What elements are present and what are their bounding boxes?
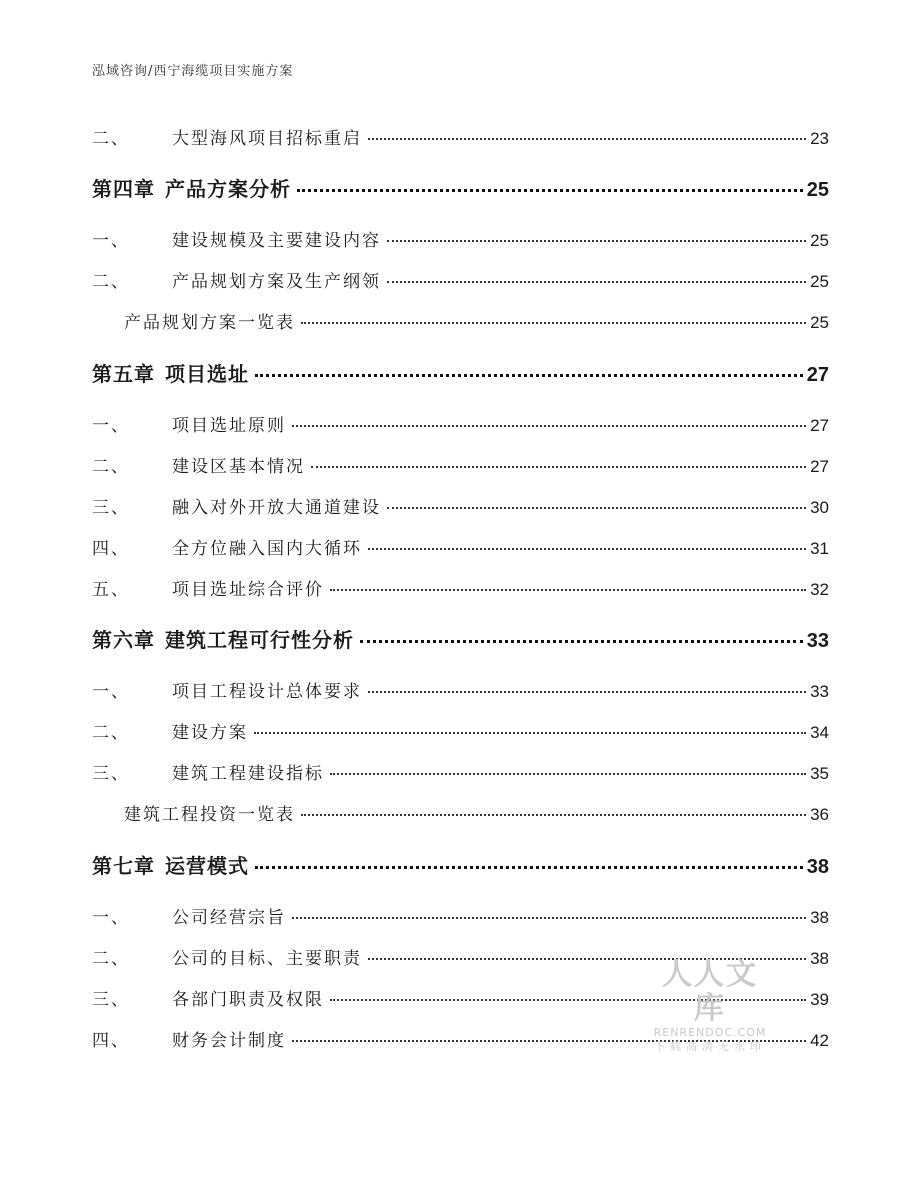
dot-leader	[311, 466, 806, 468]
toc-entry-page: 39	[810, 990, 829, 1009]
toc-entry-title: 项目选址综合评价	[172, 580, 324, 600]
toc-chapter-5[interactable]	[92, 358, 829, 387]
dot-leader	[292, 425, 806, 427]
toc-entry-s12[interactable]	[92, 759, 829, 784]
toc-chapter-page: 25	[806, 179, 829, 201]
toc-chapter-title: 运营模式	[165, 854, 249, 878]
toc-entry-page: 42	[810, 1031, 829, 1050]
toc-entry-title: 建设方案	[172, 723, 248, 743]
watermark-url: RENRENDOC.COM	[653, 1026, 767, 1039]
toc-entry-page: 25	[810, 231, 829, 250]
toc-entry-prefix: 二、	[92, 723, 130, 743]
toc-chapter-page: 38	[806, 856, 829, 878]
toc-entry-prefix: 三、	[92, 498, 130, 518]
toc-entry-title: 各部门职责及权限	[172, 990, 324, 1010]
toc-entry-page: 27	[810, 457, 829, 476]
dot-leader	[368, 691, 806, 693]
toc-chapter-page: 33	[806, 630, 829, 652]
toc-chapter-title: 建筑工程可行性分析	[165, 628, 354, 652]
dot-leader	[301, 322, 806, 324]
toc-entry-prefix: 一、	[92, 416, 130, 436]
dot-leader	[368, 138, 806, 140]
toc-entry-page: 31	[810, 539, 829, 558]
toc-chapter-prefix: 第七章	[92, 854, 155, 878]
dot-leader	[330, 589, 806, 591]
watermark-tagline: 下载高清无水印	[654, 1040, 766, 1053]
toc-entry-s4[interactable]	[92, 308, 829, 333]
dot-leader	[255, 374, 803, 377]
toc-entry-title: 建筑工程投资一览表	[124, 805, 295, 825]
watermark-logo-text: 人人文库	[662, 957, 758, 1026]
toc-entry-page: 34	[810, 723, 829, 742]
toc-entry-title: 产品规划方案一览表	[124, 313, 295, 333]
dot-leader	[368, 548, 806, 550]
toc-entry-s3[interactable]	[92, 267, 829, 292]
toc-chapter-prefix: 第五章	[92, 362, 155, 386]
toc-entry-page: 30	[810, 498, 829, 517]
toc-entry-prefix: 二、	[92, 949, 130, 969]
toc-entry-s11[interactable]	[92, 718, 829, 743]
toc-entry-prefix: 二、	[92, 129, 130, 149]
toc-entry-title: 全方位融入国内大循环	[172, 539, 362, 559]
toc-entry-page: 35	[810, 764, 829, 783]
toc-entry-prefix: 一、	[92, 908, 130, 928]
toc-entry-page: 38	[810, 949, 829, 968]
toc-entry-page: 25	[810, 272, 829, 291]
toc-chapter-6[interactable]	[92, 624, 829, 653]
toc-entry-title: 项目工程设计总体要求	[172, 682, 362, 702]
toc-entry-title: 产品规划方案及生产纲领	[172, 272, 381, 292]
toc-entry-prefix: 一、	[92, 682, 130, 702]
toc-chapter-prefix: 第四章	[92, 177, 155, 201]
toc-chapter-4[interactable]	[92, 173, 829, 202]
toc-entry-s5[interactable]	[92, 411, 829, 436]
toc-entry-page: 36	[810, 805, 829, 824]
dot-leader	[330, 773, 806, 775]
toc-entry-title: 建设区基本情况	[172, 457, 305, 477]
toc-chapter-7[interactable]	[92, 850, 829, 879]
page-header: 泓域咨询/西宁海缆项目实施方案	[92, 64, 294, 79]
toc-entry-page: 38	[810, 908, 829, 927]
dot-leader	[255, 866, 803, 869]
toc-chapter-prefix: 第六章	[92, 628, 155, 652]
toc-chapter-title: 产品方案分析	[165, 177, 291, 201]
toc-entry-title: 建筑工程建设指标	[172, 764, 324, 784]
watermark	[648, 958, 772, 1055]
toc-chapter-title: 项目选址	[165, 362, 249, 386]
toc-entry-page: 27	[810, 416, 829, 435]
toc-entry-s7[interactable]	[92, 493, 829, 518]
dot-leader	[387, 507, 806, 509]
toc-entry-s13[interactable]	[92, 800, 829, 825]
toc-entry-s14[interactable]	[92, 903, 829, 928]
toc-entry-s1[interactable]	[92, 124, 829, 149]
toc-entry-prefix: 二、	[92, 457, 130, 477]
toc-entry-prefix: 四、	[92, 539, 130, 559]
dot-leader	[360, 640, 803, 643]
toc-entry-s10[interactable]	[92, 677, 829, 702]
toc-entry-title: 大型海风项目招标重启	[172, 129, 362, 149]
toc-entry-page: 25	[810, 313, 829, 332]
toc-entry-s6[interactable]	[92, 452, 829, 477]
toc-entry-page: 32	[810, 580, 829, 599]
toc-entry-title: 建设规模及主要建设内容	[172, 231, 381, 251]
dot-leader	[301, 814, 806, 816]
toc-entry-prefix: 五、	[92, 580, 130, 600]
toc-entry-prefix: 二、	[92, 272, 130, 292]
dot-leader	[387, 240, 806, 242]
toc-entry-prefix: 三、	[92, 764, 130, 784]
toc-entry-title: 融入对外开放大通道建设	[172, 498, 381, 518]
toc-entry-prefix: 一、	[92, 231, 130, 251]
toc-entry-title: 项目选址原则	[172, 416, 286, 436]
toc-entry-s8[interactable]	[92, 534, 829, 559]
dot-leader	[387, 281, 806, 283]
toc-entry-title: 公司的目标、主要职责	[172, 949, 362, 969]
toc-entry-s9[interactable]	[92, 575, 829, 600]
toc-entry-title: 公司经营宗旨	[172, 908, 286, 928]
toc-entry-page: 23	[810, 129, 829, 148]
toc-chapter-page: 27	[806, 364, 829, 386]
toc-entry-prefix: 三、	[92, 990, 130, 1010]
dot-leader	[292, 917, 806, 919]
toc-entry-s2[interactable]	[92, 226, 829, 251]
dot-leader	[254, 732, 806, 734]
toc-entry-prefix: 四、	[92, 1031, 130, 1051]
toc-entry-page: 33	[810, 682, 829, 701]
toc-entry-title: 财务会计制度	[172, 1031, 286, 1051]
dot-leader	[297, 189, 803, 192]
